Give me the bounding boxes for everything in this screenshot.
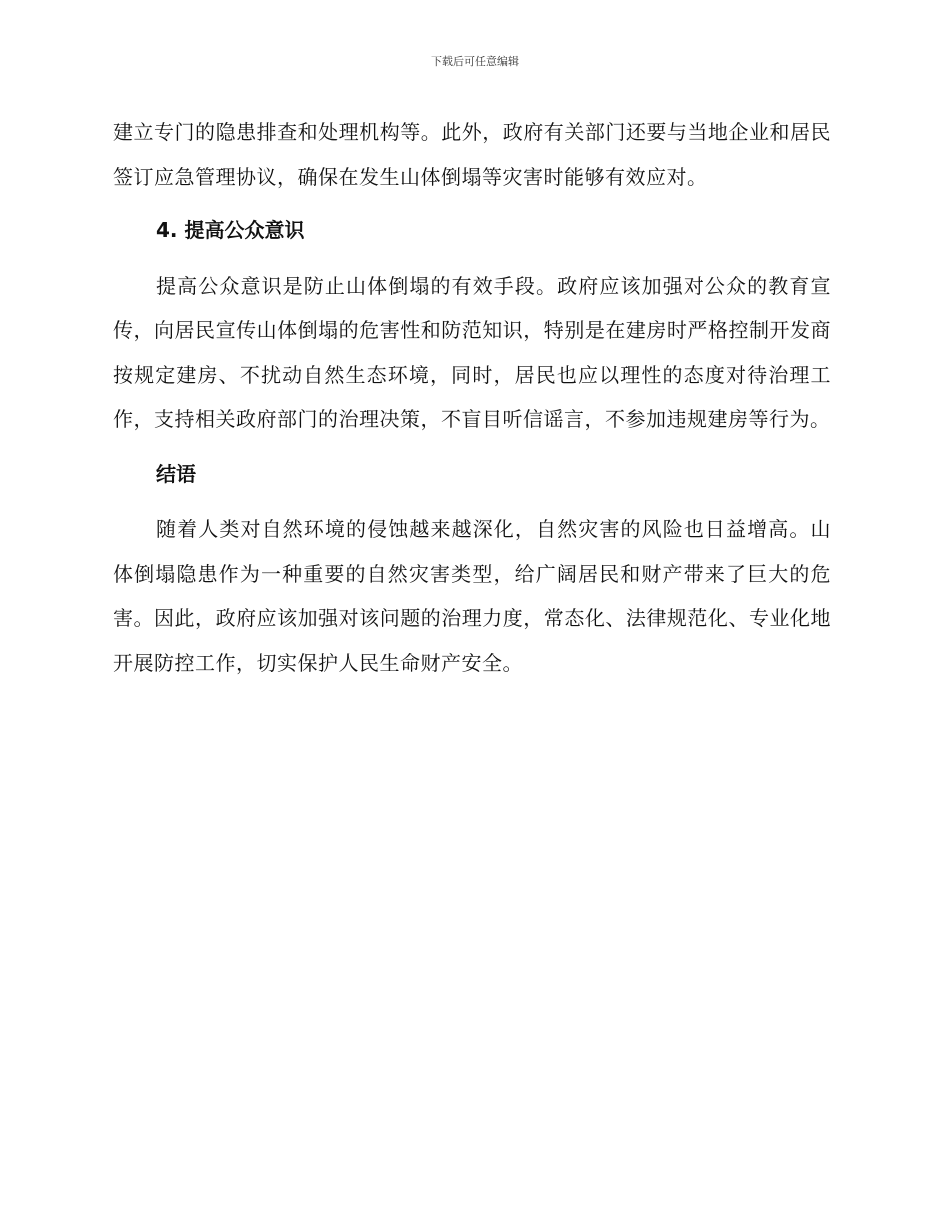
- document-body: [113, 110, 831, 685]
- public-awareness-paragraph: 提高公众意识是防止山体倒塌的有效手段。政府应该加强对公众的教育宣传，向居民宣传山体倒塌的危害性和防范知识，特别是在建房时严格控制开发商按规定建房、不扰动自然生态环境，同时，居民也应以理性的态度对待治理工作，支持相关政府部门的治理决策，不盲目听信谣言，不参加违规建房等行为。: [113, 273, 831, 431]
- section-heading-conclusion: 结语: [156, 461, 196, 486]
- conclusion-paragraph: 随着人类对自然环境的侵蚀越来越深化，自然灾害的风险也日益增高。山体倒塌隐患作为一种重要的自然灾害类型，给广阔居民和财产带来了巨大的危害。因此，政府应该加强对该问题的治理力度，常态化、法律规范化、专业化地开展防控工作，切实保护人民生命财产安全。: [113, 517, 831, 675]
- page-header: 下载后可任意编辑: [431, 55, 519, 68]
- section-heading-public-awareness: 4. 提高公众意识: [156, 218, 305, 242]
- intro-paragraph: 建立专门的隐患排查和处理机构等。此外，政府有关部门还要与当地企业和居民签订应急管理协议，确保在发生山体倒塌等灾害时能够有效应对。: [113, 120, 831, 189]
